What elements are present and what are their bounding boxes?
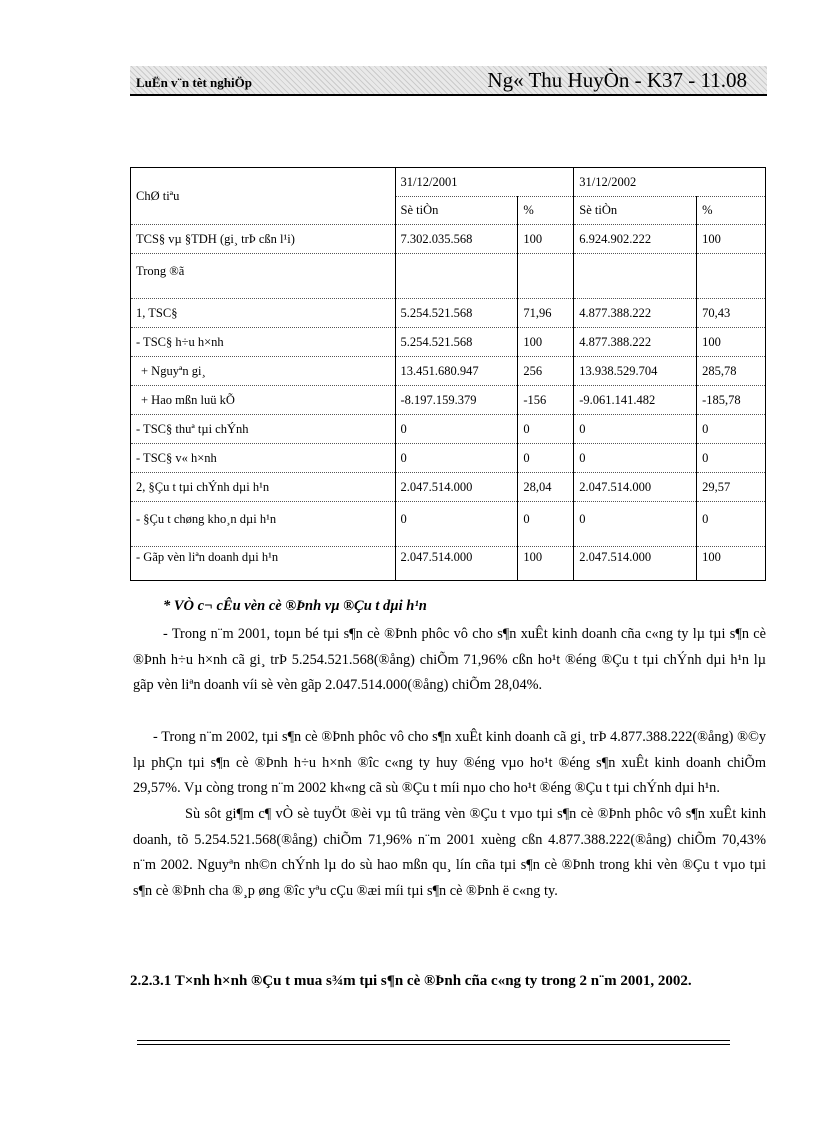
cell-pct-2001: 0: [518, 444, 574, 473]
table-row: [131, 547, 766, 581]
cell-amount-2001: 2.047.514.000: [395, 473, 518, 502]
table-header-row: [131, 168, 766, 197]
cell-pct-2001: [518, 254, 574, 299]
cell-pct-2002: 0: [697, 502, 766, 547]
cell-amount-2002: 0: [574, 502, 697, 547]
paragraph-2001: - Trong n¨m 2001, toµn bé tµi s¶n cè ®Þnh phôc vô cho s¶n xuÊt kinh doanh cña c«ng ty lµ tµi s¶n cè ®Þnh h÷u h×nh cã gi¸ trÞ 5.254.521.568(®ång) chiÕm 71,96% cßn ho¹t ®éng ®Çu t tµi chÝnh dµi h¹n lµ gãp vèn liªn doanh víi sè vèn gãp 2.047.514.000(®ång) chiÕm 28,04%.: [133, 626, 766, 693]
section-heading: 2.2.3.1 T×nh h×nh ®Çu t mua s¾m tµi s¶n cè ®Þnh cña c«ng ty trong 2 n¨m 2001, 2002.: [130, 973, 692, 989]
header-author: Ng« Thu HuyÒn - K37 - 11.08: [487, 68, 747, 92]
cell-pct-2001: 0: [518, 415, 574, 444]
cell-pct-2002: 70,43: [697, 299, 766, 328]
cell-row-label: Trong ®ã: [131, 254, 396, 299]
cell-pct-2002: 0: [697, 444, 766, 473]
cell-pct-2001: 28,04: [518, 473, 574, 502]
cell-amount-2002: 2.047.514.000: [574, 547, 697, 581]
subheader-pct-2002: %: [697, 197, 766, 225]
cell-amount-2001: [395, 254, 518, 299]
paragraph-2002: - Trong n¨m 2002, tµi s¶n cè ®Þnh phôc vô cho s¶n xuÊt kinh doanh cã gi¸ trÞ 4.877.388.222(®ång) ®©y lµ phÇn tµi s¶n cè ®Þnh h÷u h×nh ®îc c«ng ty huy ®éng vµo ho¹t ®éng s¶n xuÊt kinh doanh chiÕm 29,57%. Vµ còng trong n¨m 2002 kh«ng cã sù ®Çu t míi nµo cho ho¹t ®éng ®Çu t tµi chÝnh dµi h¹n.: [133, 729, 766, 796]
cell-row-label: - TSC§ thuª tµi chÝnh: [131, 415, 396, 444]
cell-pct-2002: 100: [697, 328, 766, 357]
header-thesis-label: LuËn v¨n tèt nghiÖp: [136, 75, 252, 90]
cell-pct-2002: 285,78: [697, 357, 766, 386]
cell-pct-2001: 100: [518, 225, 574, 254]
table-row: [131, 299, 766, 328]
cell-pct-2001: 0: [518, 502, 574, 547]
cell-amount-2002: 4.877.388.222: [574, 328, 697, 357]
subheader-amount-2001: Sè tiÒn: [395, 197, 518, 225]
cell-row-label: 1, TSC§: [131, 299, 396, 328]
cell-amount-2002: -9.061.141.482: [574, 386, 697, 415]
header-indicator: ChØ tiªu: [131, 168, 396, 225]
cell-amount-2002: [574, 254, 697, 299]
subheader-amount-2002: Sè tiÒn: [574, 197, 697, 225]
cell-amount-2002: 6.924.902.222: [574, 225, 697, 254]
table-row: [131, 386, 766, 415]
cell-row-label: - Gãp vèn liªn doanh dµi h¹n: [131, 547, 396, 581]
cell-amount-2001: 5.254.521.568: [395, 328, 518, 357]
cell-pct-2002: 100: [697, 547, 766, 581]
cell-amount-2001: 0: [395, 415, 518, 444]
cell-amount-2002: 0: [574, 415, 697, 444]
table-row: [131, 357, 766, 386]
cell-row-label: + Hao mßn luü kÕ: [131, 386, 396, 415]
cell-amount-2001: 5.254.521.568: [395, 299, 518, 328]
table-row: [131, 502, 766, 547]
cell-amount-2002: 0: [574, 444, 697, 473]
cell-pct-2002: -185,78: [697, 386, 766, 415]
cell-amount-2002: 2.047.514.000: [574, 473, 697, 502]
table-row: [131, 444, 766, 473]
footer-rule: [137, 1040, 730, 1045]
cell-row-label: - §Çu t chøng kho¸n dµi h¹n: [131, 502, 396, 547]
cell-pct-2002: [697, 254, 766, 299]
cell-pct-2001: -156: [518, 386, 574, 415]
cell-amount-2002: 13.938.529.704: [574, 357, 697, 386]
page-header: [130, 66, 767, 96]
header-2001: 31/12/2001: [395, 168, 574, 197]
cell-amount-2001: 7.302.035.568: [395, 225, 518, 254]
subheader-pct-2001: %: [518, 197, 574, 225]
section-title: * VÒ c¬ cÊu vèn cè ®Þnh vµ ®Çu t dµi h¹n: [163, 598, 427, 614]
table-row: [131, 415, 766, 444]
cell-row-label: - TSC§ h÷u h×nh: [131, 328, 396, 357]
cell-pct-2002: 29,57: [697, 473, 766, 502]
cell-row-label: + Nguyªn gi¸: [131, 357, 396, 386]
table-row: [131, 225, 766, 254]
cell-pct-2001: 256: [518, 357, 574, 386]
cell-amount-2001: 0: [395, 444, 518, 473]
table-body: [131, 225, 766, 581]
cell-amount-2001: 2.047.514.000: [395, 547, 518, 581]
cell-amount-2002: 4.877.388.222: [574, 299, 697, 328]
cell-row-label: 2, §Çu t tµi chÝnh dµi h¹n: [131, 473, 396, 502]
header-2002: 31/12/2002: [574, 168, 766, 197]
cell-pct-2001: 100: [518, 547, 574, 581]
cell-pct-2002: 100: [697, 225, 766, 254]
cell-amount-2001: 13.451.680.947: [395, 357, 518, 386]
fixed-assets-table: [130, 167, 766, 581]
table-row: [131, 254, 766, 299]
cell-row-label: TCS§ vµ §TDH (gi¸ trÞ cßn l¹i): [131, 225, 396, 254]
cell-row-label: - TSC§ v« h×nh: [131, 444, 396, 473]
cell-pct-2001: 71,96: [518, 299, 574, 328]
cell-amount-2001: 0: [395, 502, 518, 547]
cell-pct-2002: 0: [697, 415, 766, 444]
table-row: [131, 328, 766, 357]
paragraph-analysis: Sù sôt gi¶m c¶ vÒ sè tuyÖt ®èi vµ tû träng vèn ®Çu t vµo tµi s¶n cè ®Þnh phôc vô s¶n xuÊt kinh doanh, tõ 5.254.521.568(®ång) chiÕm 71,96% n¨m 2001 xuèng cßn 4.877.388.222(®ång) chiÕm 70,43% n¨m 2002. Nguyªn nh©n chÝnh lµ do sù hao mßn qu¸ lín cña tµi s¶n cè ®Þnh trong khi vèn ®Çu t vµo tµi s¶n cè ®Þnh cha ®¸p øng ®îc yªu cÇu ®æi míi tµi s¶n cè ®Þnh ë c«ng ty.: [133, 806, 766, 899]
cell-amount-2001: -8.197.159.379: [395, 386, 518, 415]
table-row: [131, 473, 766, 502]
cell-pct-2001: 100: [518, 328, 574, 357]
